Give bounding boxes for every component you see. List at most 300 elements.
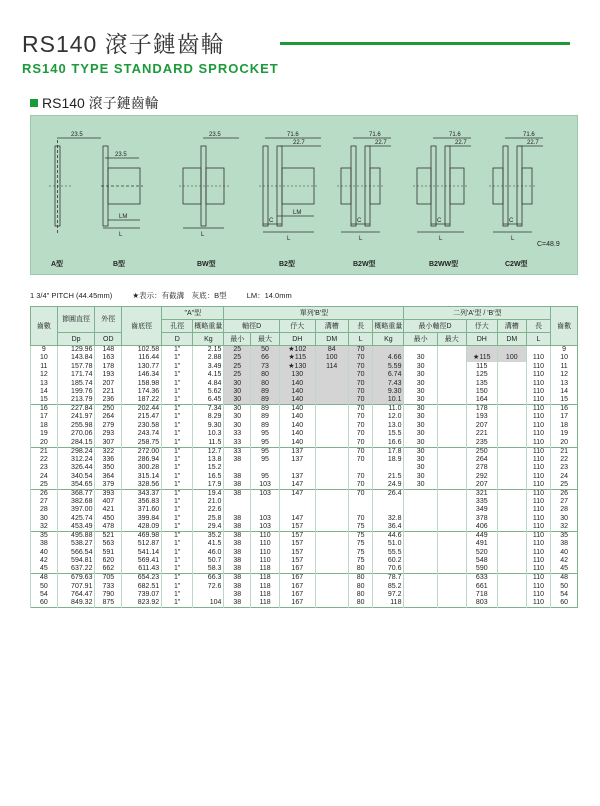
table-row bbox=[31, 549, 578, 557]
table-cell: 118 bbox=[251, 574, 280, 583]
table-cell: 421 bbox=[95, 506, 122, 514]
table-cell: 255.98 bbox=[57, 422, 95, 430]
table-cell bbox=[497, 574, 526, 583]
dim-c-c2w: C bbox=[509, 218, 514, 224]
table-cell: 1" bbox=[162, 405, 193, 414]
table-cell bbox=[404, 591, 437, 599]
table-cell: 270.06 bbox=[57, 430, 95, 438]
table-cell: 679.63 bbox=[57, 574, 95, 583]
table-cell: 20 bbox=[551, 439, 578, 448]
table-cell bbox=[437, 532, 466, 541]
table-cell bbox=[315, 472, 348, 480]
table-cell: 164 bbox=[466, 396, 497, 405]
table-cell: 17.8 bbox=[373, 447, 404, 456]
table-cell: 110 bbox=[526, 582, 550, 590]
table-row bbox=[31, 599, 578, 608]
table-cell bbox=[315, 574, 348, 583]
table-cell: 70.6 bbox=[373, 565, 404, 574]
table-row bbox=[31, 388, 578, 396]
table-cell: 371.60 bbox=[122, 506, 162, 514]
table-cell: 1" bbox=[162, 346, 193, 355]
table-cell: 38 bbox=[224, 540, 251, 548]
table-cell: 17.9 bbox=[193, 481, 224, 490]
table-cell: 16.6 bbox=[373, 439, 404, 448]
th-hub-2: 伃大 bbox=[466, 320, 497, 333]
table-cell: 790 bbox=[95, 591, 122, 599]
table-cell: 215.47 bbox=[122, 413, 162, 421]
table-cell: 227.84 bbox=[57, 405, 95, 414]
table-cell bbox=[497, 362, 526, 370]
table-cell: 4.66 bbox=[373, 354, 404, 362]
table-cell: 143.84 bbox=[57, 354, 95, 362]
table-cell bbox=[497, 430, 526, 438]
table-cell: 51.0 bbox=[373, 540, 404, 548]
table-row bbox=[31, 574, 578, 583]
table-cell bbox=[437, 371, 466, 379]
table-cell: 48 bbox=[31, 574, 58, 583]
table-cell: 5.59 bbox=[373, 362, 404, 370]
table-cell bbox=[315, 506, 348, 514]
table-cell: 379 bbox=[95, 481, 122, 490]
table-cell: 137 bbox=[279, 447, 315, 456]
table-cell: 19.4 bbox=[193, 489, 224, 498]
table-cell: 16.5 bbox=[193, 472, 224, 480]
th-bore: 孔徑 bbox=[162, 320, 193, 333]
table-cell: 80 bbox=[251, 379, 280, 387]
table-cell: 13.8 bbox=[193, 456, 224, 464]
th-min: 最小 bbox=[224, 333, 251, 346]
table-cell: 349 bbox=[466, 506, 497, 514]
th-root: 齒底徑 bbox=[122, 307, 162, 346]
table-cell: 66.3 bbox=[193, 574, 224, 583]
table-cell bbox=[497, 515, 526, 523]
table-cell: 140 bbox=[279, 388, 315, 396]
sprocket-diagrams bbox=[30, 115, 578, 275]
table-cell: 1" bbox=[162, 481, 193, 490]
table-cell bbox=[315, 540, 348, 548]
table-cell: 1" bbox=[162, 591, 193, 599]
table-row bbox=[31, 413, 578, 421]
table-cell: 849.32 bbox=[57, 599, 95, 608]
table-cell: 25 bbox=[224, 354, 251, 362]
table-cell: 538.27 bbox=[57, 540, 95, 548]
table-cell: 167 bbox=[279, 582, 315, 590]
table-cell: 36.4 bbox=[373, 523, 404, 532]
table-cell: 115 bbox=[466, 362, 497, 370]
bullet-square-icon bbox=[30, 99, 38, 107]
table-cell bbox=[315, 388, 348, 396]
table-cell: 118 bbox=[373, 599, 404, 608]
table-cell: ★102 bbox=[279, 346, 315, 355]
table-cell: 15 bbox=[31, 396, 58, 405]
table-cell: 10 bbox=[551, 354, 578, 362]
table-cell: 60 bbox=[551, 599, 578, 608]
table-cell: 110 bbox=[526, 498, 550, 506]
table-cell: 25 bbox=[31, 481, 58, 490]
table-cell: 637.22 bbox=[57, 565, 95, 574]
table-cell: 30 bbox=[404, 481, 437, 490]
table-row bbox=[31, 464, 578, 472]
table-cell: 14 bbox=[551, 388, 578, 396]
table-cell: 368.77 bbox=[57, 489, 95, 498]
table-cell: 1" bbox=[162, 388, 193, 396]
table-cell: 22 bbox=[31, 456, 58, 464]
table-cell: 9 bbox=[551, 346, 578, 355]
table-cell: 80 bbox=[348, 599, 372, 608]
table-cell bbox=[437, 396, 466, 405]
legend-note: ★表示：有截溝 灰底：B型 bbox=[132, 291, 227, 300]
table-cell: 70 bbox=[348, 489, 372, 498]
table-cell: 70 bbox=[348, 354, 372, 362]
table-cell: 6.45 bbox=[193, 396, 224, 405]
table-cell bbox=[315, 396, 348, 405]
table-cell bbox=[315, 379, 348, 387]
table-cell: 42 bbox=[551, 557, 578, 565]
table-cell: 307 bbox=[95, 439, 122, 448]
table-cell: 8.29 bbox=[193, 413, 224, 421]
table-cell: 230.58 bbox=[122, 422, 162, 430]
table-cell: 110 bbox=[526, 591, 550, 599]
table-cell: 110 bbox=[526, 549, 550, 557]
table-row bbox=[31, 371, 578, 379]
table-cell: 207 bbox=[466, 481, 497, 490]
table-cell bbox=[348, 506, 372, 514]
table-cell: 425.74 bbox=[57, 515, 95, 523]
table-cell: 60.2 bbox=[373, 557, 404, 565]
table-cell: 89 bbox=[251, 413, 280, 421]
dim-l-b2ww: L bbox=[439, 236, 443, 242]
table-cell: 12 bbox=[551, 371, 578, 379]
table-cell: 243.74 bbox=[122, 430, 162, 438]
table-cell bbox=[315, 371, 348, 379]
table-cell: 150 bbox=[466, 388, 497, 396]
table-cell: 102.58 bbox=[122, 346, 162, 355]
table-cell: 16 bbox=[551, 405, 578, 414]
table-cell bbox=[437, 574, 466, 583]
table-cell bbox=[224, 498, 251, 506]
table-cell: 110 bbox=[526, 379, 550, 387]
table-cell: 1" bbox=[162, 532, 193, 541]
table-cell bbox=[315, 439, 348, 448]
table-cell: 13 bbox=[31, 379, 58, 387]
table-cell: 26 bbox=[31, 489, 58, 498]
table-cell: 70 bbox=[348, 396, 372, 405]
table-cell: 30 bbox=[551, 515, 578, 523]
table-cell bbox=[497, 582, 526, 590]
table-cell bbox=[315, 430, 348, 438]
table-cell: 167 bbox=[279, 591, 315, 599]
table-cell bbox=[279, 506, 315, 514]
table-cell: 364 bbox=[95, 472, 122, 480]
table-cell: 293 bbox=[95, 430, 122, 438]
th-teeth: 齒數 bbox=[31, 307, 58, 346]
table-cell: 284.15 bbox=[57, 439, 95, 448]
table-cell: 70 bbox=[348, 515, 372, 523]
dim-23-5-b: 23.5 bbox=[115, 152, 127, 158]
table-cell bbox=[224, 506, 251, 514]
table-cell bbox=[437, 489, 466, 498]
table-cell: 250 bbox=[95, 405, 122, 414]
table-cell: 1" bbox=[162, 371, 193, 379]
section-title-text: RS140 滾子鏈齒輪 bbox=[42, 95, 159, 111]
th-weight: 概略重量 bbox=[193, 320, 224, 333]
table-cell bbox=[497, 489, 526, 498]
table-cell: 110 bbox=[526, 447, 550, 456]
table-cell: 45 bbox=[31, 565, 58, 574]
table-row bbox=[31, 422, 578, 430]
th-dm: DM bbox=[315, 333, 348, 346]
table-cell: 38 bbox=[224, 582, 251, 590]
table-cell: 354.65 bbox=[57, 481, 95, 490]
table-cell: 66 bbox=[251, 354, 280, 362]
dim-71-6-b2ww: 71.6 bbox=[449, 132, 461, 138]
table-cell: 18 bbox=[31, 422, 58, 430]
th-single-b: 單列'B'型 bbox=[224, 307, 404, 320]
table-cell: 103 bbox=[251, 523, 280, 532]
table-cell: 33 bbox=[224, 439, 251, 448]
table-cell: 2.88 bbox=[193, 354, 224, 362]
table-cell bbox=[279, 498, 315, 506]
table-cell bbox=[315, 591, 348, 599]
table-cell: 110 bbox=[526, 405, 550, 414]
table-cell: 11 bbox=[551, 362, 578, 370]
table-cell bbox=[526, 346, 550, 355]
table-cell: 28 bbox=[31, 506, 58, 514]
table-cell bbox=[497, 506, 526, 514]
table-cell: 19 bbox=[31, 430, 58, 438]
table-cell: 110 bbox=[526, 439, 550, 448]
table-cell: 110 bbox=[526, 456, 550, 464]
table-cell bbox=[315, 456, 348, 464]
table-cell bbox=[404, 523, 437, 532]
table-cell: 89 bbox=[251, 388, 280, 396]
table-cell bbox=[437, 456, 466, 464]
table-cell: 491 bbox=[466, 540, 497, 548]
table-cell: 187.22 bbox=[122, 396, 162, 405]
table-cell: 512.87 bbox=[122, 540, 162, 548]
dim-22-7-c2w: 22.7 bbox=[527, 140, 539, 146]
table-cell: 875 bbox=[95, 599, 122, 608]
table-cell: 10.3 bbox=[193, 430, 224, 438]
table-cell: 75 bbox=[348, 549, 372, 557]
table-cell: 739.07 bbox=[122, 591, 162, 599]
table-cell: 29.4 bbox=[193, 523, 224, 532]
table-cell: 356.83 bbox=[122, 498, 162, 506]
dim-lm-b2: LM bbox=[293, 210, 302, 216]
table-cell: 21 bbox=[551, 447, 578, 456]
table-cell: 24 bbox=[551, 472, 578, 480]
table-cell: 110 bbox=[526, 354, 550, 362]
table-cell: 450 bbox=[95, 515, 122, 523]
table-cell bbox=[497, 498, 526, 506]
th-d: D bbox=[162, 333, 193, 346]
table-cell: 9.30 bbox=[373, 388, 404, 396]
table-cell bbox=[315, 549, 348, 557]
th-teeth-2: 齒數 bbox=[551, 307, 578, 346]
table-cell: 38 bbox=[551, 540, 578, 548]
page-subtitle: RS140 TYPE STANDARD SPROCKET bbox=[22, 61, 279, 76]
dim-23-5-bw: 23.5 bbox=[209, 132, 221, 138]
table-cell bbox=[315, 582, 348, 590]
table-cell: 22 bbox=[551, 456, 578, 464]
table-cell: 30 bbox=[224, 379, 251, 387]
table-cell bbox=[348, 464, 372, 472]
table-cell: ★115 bbox=[466, 354, 497, 362]
table-cell: 157 bbox=[279, 532, 315, 541]
table-cell: 662 bbox=[95, 565, 122, 574]
table-cell: 110 bbox=[526, 540, 550, 548]
table-cell: 22.6 bbox=[193, 506, 224, 514]
table-cell: 322 bbox=[95, 447, 122, 456]
table-cell: 25 bbox=[551, 481, 578, 490]
table-cell: 147 bbox=[279, 481, 315, 490]
table-cell: 682.51 bbox=[122, 582, 162, 590]
table-cell: 1" bbox=[162, 557, 193, 565]
table-cell: 118 bbox=[251, 565, 280, 574]
table-row bbox=[31, 582, 578, 590]
table-cell: 1" bbox=[162, 413, 193, 421]
table-cell: 33 bbox=[224, 447, 251, 456]
table-cell bbox=[497, 591, 526, 599]
table-cell: 9.30 bbox=[193, 422, 224, 430]
table-cell: 75 bbox=[348, 532, 372, 541]
table-row bbox=[31, 523, 578, 532]
table-cell: 1" bbox=[162, 472, 193, 480]
table-cell bbox=[437, 430, 466, 438]
table-cell: 118 bbox=[251, 599, 280, 608]
th-dh-2: DH bbox=[466, 333, 497, 346]
type-label-b: B型 bbox=[113, 261, 126, 268]
dim-l-b2: L bbox=[287, 236, 291, 242]
table-cell: 41.5 bbox=[193, 540, 224, 548]
dim-l-bw: L bbox=[201, 232, 205, 238]
table-cell: 428.09 bbox=[122, 523, 162, 532]
table-cell: 563 bbox=[95, 540, 122, 548]
table-cell: 110 bbox=[526, 515, 550, 523]
table-cell bbox=[437, 413, 466, 421]
table-cell: 110 bbox=[526, 489, 550, 498]
table-cell: 140 bbox=[279, 422, 315, 430]
table-cell: 5.62 bbox=[193, 388, 224, 396]
table-cell bbox=[497, 439, 526, 448]
table-cell bbox=[315, 481, 348, 490]
table-cell: 80 bbox=[348, 565, 372, 574]
table-cell: 591 bbox=[95, 549, 122, 557]
table-cell bbox=[315, 532, 348, 541]
table-cell: 38 bbox=[224, 549, 251, 557]
table-cell: 60 bbox=[31, 599, 58, 608]
table-cell: 326.44 bbox=[57, 464, 95, 472]
table-row bbox=[31, 591, 578, 599]
table-cell: 110 bbox=[526, 388, 550, 396]
table-cell: 157 bbox=[279, 557, 315, 565]
table-cell: 17 bbox=[551, 413, 578, 421]
table-cell: 70 bbox=[348, 481, 372, 490]
table-cell: 495.88 bbox=[57, 532, 95, 541]
table-row bbox=[31, 396, 578, 405]
table-cell: 75 bbox=[348, 523, 372, 532]
th-dh: DH bbox=[279, 333, 315, 346]
table-cell: 55.5 bbox=[373, 549, 404, 557]
table-row bbox=[31, 354, 578, 362]
table-cell bbox=[315, 413, 348, 421]
table-row bbox=[31, 557, 578, 565]
table-cell bbox=[404, 498, 437, 506]
table-cell bbox=[437, 481, 466, 490]
table-cell: 167 bbox=[279, 574, 315, 583]
table-cell: 30 bbox=[224, 405, 251, 414]
table-cell: 140 bbox=[279, 413, 315, 421]
table-cell bbox=[437, 422, 466, 430]
table-cell bbox=[437, 346, 466, 355]
table-cell: 54 bbox=[31, 591, 58, 599]
table-cell bbox=[437, 540, 466, 548]
dim-l-b: L bbox=[119, 232, 123, 238]
table-cell: 235 bbox=[466, 439, 497, 448]
table-cell: 70 bbox=[348, 456, 372, 464]
table-cell: 17 bbox=[31, 413, 58, 421]
table-cell bbox=[437, 362, 466, 370]
table-cell: 16 bbox=[31, 405, 58, 414]
table-cell: 35 bbox=[31, 532, 58, 541]
table-cell bbox=[437, 549, 466, 557]
table-cell bbox=[497, 388, 526, 396]
table-cell: 125 bbox=[466, 371, 497, 379]
table-cell bbox=[404, 506, 437, 514]
table-cell: 30 bbox=[404, 354, 437, 362]
table-cell: 202.44 bbox=[122, 405, 162, 414]
table-cell: 84 bbox=[315, 346, 348, 355]
table-cell: 1" bbox=[162, 599, 193, 608]
table-cell: 110 bbox=[526, 557, 550, 565]
table-cell: 1" bbox=[162, 430, 193, 438]
table-cell: 100 bbox=[315, 354, 348, 362]
table-cell: 193 bbox=[95, 371, 122, 379]
table-cell: 312.24 bbox=[57, 456, 95, 464]
spec-table bbox=[30, 306, 578, 608]
table-cell: 286.94 bbox=[122, 456, 162, 464]
table-cell: 566.54 bbox=[57, 549, 95, 557]
table-row bbox=[31, 456, 578, 464]
table-cell: 110 bbox=[526, 481, 550, 490]
table-cell: 193 bbox=[466, 413, 497, 421]
th-bore-d: 軸徑D bbox=[224, 320, 280, 333]
table-cell: 89 bbox=[251, 422, 280, 430]
table-cell bbox=[437, 498, 466, 506]
table-cell: 24 bbox=[31, 472, 58, 480]
th-max: 最大 bbox=[251, 333, 280, 346]
table-cell bbox=[497, 464, 526, 472]
table-cell: 1" bbox=[162, 422, 193, 430]
table-cell bbox=[193, 591, 224, 599]
table-cell: 11.0 bbox=[373, 405, 404, 414]
th-groove: 溝槽 bbox=[315, 320, 348, 333]
table-cell: 3.49 bbox=[193, 362, 224, 370]
table-cell: 30 bbox=[404, 362, 437, 370]
table-row bbox=[31, 379, 578, 387]
table-cell: 236 bbox=[95, 396, 122, 405]
table-cell: 95 bbox=[251, 447, 280, 456]
table-cell bbox=[437, 405, 466, 414]
table-cell: 157 bbox=[279, 540, 315, 548]
title-underline bbox=[280, 42, 570, 45]
table-cell: 178 bbox=[466, 405, 497, 414]
table-cell: 594.81 bbox=[57, 557, 95, 565]
table-row bbox=[31, 532, 578, 541]
table-cell bbox=[373, 506, 404, 514]
table-cell bbox=[437, 591, 466, 599]
table-cell: 30 bbox=[224, 388, 251, 396]
